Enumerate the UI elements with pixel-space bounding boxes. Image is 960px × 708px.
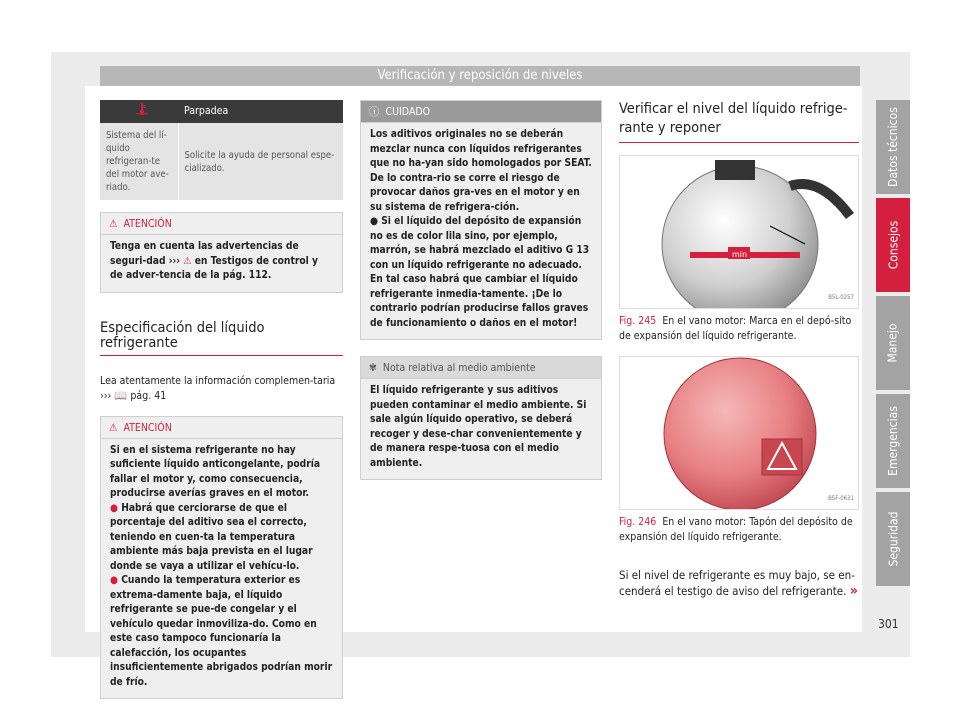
caution-body: Los aditivos originales no se deberán mezclar nunca con líquidos refrigerantes que no ha-yan sido homologados por SEAT. De lo contra-rio se corre el riesgo de provocar daños gra-ves en el motor y en su sistema de refrigera-ción. ● Si el líquido del depósito de expansión no es de color lila sino, por ejemplo, marrón, se habrá mezclado el aditivo G 13 con un líquido refrigerante no adecuado. En tal caso habrá que cambiar el líquido refrigerante inmedia-tamente. ¡De lo contrario podrían producirse fallos graves de funcionamiento o daños en el motor!	[370, 129, 592, 329]
min-label: min	[732, 250, 748, 259]
attention-body: Si en el sistema refrigerante no hay suficiente líquido anticongelante, podría fallar el motor y, como consecuencia, producirse averías graves en el motor. ● Habrá que cerciorarse de que el porcentaje del aditivo sea el correcto, teniendo en cuen-ta la temperatura ambiente más baja prevista en el lugar donde se vaya a utilizar el vehícu-lo. ● Cuando la temperatura exterior es extrema-damente baja, el líquido refrigerante se pue-de congelar y el vehículo quedar inmoviliza-do. Como en este caso tampoco funcionaría la calefacción, los ocupantes insuficientemente abrigados podrían morir de frío.	[110, 444, 333, 688]
column-middle	[360, 100, 602, 480]
coolant-temperature-icon	[136, 103, 148, 115]
table-header-label: Parpadea	[178, 100, 343, 123]
figure-code: B5L-0257	[828, 294, 854, 301]
column-left	[100, 100, 343, 699]
level-text: Si el nivel de refrigerante es muy bajo, se en-cenderá el testigo de aviso del refrigerante. »	[619, 568, 858, 599]
table-cell-cause: Sistema del lí-quido refrigeran-te del motor ave-riado.	[100, 123, 178, 200]
warning-triangle-icon: ⚠	[109, 218, 118, 230]
table-header-icon-cell	[100, 100, 178, 123]
caution-title: ⓘ CUIDADO	[361, 101, 601, 123]
continue-arrow-icon: »	[849, 583, 858, 599]
tab-seguridad[interactable]: Seguridad	[876, 492, 910, 586]
bullet-icon: ●	[110, 502, 118, 514]
table-cell-action: Solicite la ayuda de personal espe-cializado.	[178, 123, 343, 200]
attention-box-1	[100, 212, 343, 293]
warning-triangle-icon: ⚠	[109, 421, 118, 434]
attention-body: Tenga en cuenta las advertencias de seguri-dad ››› ⚠ en Testigos de control y de adver-tencia de la pág. 112.	[110, 241, 318, 281]
environment-note-title: ✾ Nota relativa al medio ambiente	[361, 357, 601, 379]
bullet-icon: ●	[370, 216, 378, 227]
tab-consejos[interactable]: Consejos	[876, 198, 910, 292]
environment-note-box	[360, 356, 602, 480]
figure-code: B5F-0631	[828, 495, 854, 502]
tab-emergencias[interactable]: Emergencias	[876, 394, 910, 488]
figure-246-caption: Fig. 246 En el vano motor: Tapón del depósito de expansión del líquido refrigerante.	[619, 516, 853, 543]
attention-title: ⚠ ATENCIÓN	[101, 417, 342, 439]
bullet-icon: ●	[110, 575, 118, 586]
figure-245-image	[619, 155, 859, 309]
figure-245-caption: Fig. 245 En el vano motor: Marca en el depó-sito de expansión del líquido refrigerante.	[619, 315, 852, 342]
tab-datos-tecnicos[interactable]: Datos técnicos	[876, 100, 910, 194]
caution-box	[360, 100, 602, 340]
intro-paragraph: Lea atentamente la información complemen-taria ››› 📖 pág. 41	[100, 374, 336, 402]
warning-light-table	[100, 100, 343, 200]
attention-title: ⚠ ATENCIÓN	[101, 213, 342, 235]
info-circle-icon: ⓘ	[369, 106, 380, 118]
section-title-spec: Especificación del líquido refrigerante	[100, 321, 343, 356]
section-title-check: Verificar el nivel del líquido refrige-rante y reponer	[619, 100, 859, 143]
column-right	[619, 100, 859, 599]
page-number: 301	[878, 617, 899, 631]
figure-246-image	[619, 356, 859, 510]
chapter-header: Verificación y reposición de niveles	[100, 66, 860, 86]
book-reference-icon: 📖	[114, 389, 128, 402]
tab-manejo[interactable]: Manejo	[876, 296, 910, 390]
environment-icon: ✾	[369, 362, 377, 374]
warning-triangle-icon: ⚠	[183, 255, 192, 267]
attention-box-2	[100, 416, 343, 700]
environment-note-body: El líquido refrigerante y sus aditivos pueden contaminar el medio ambiente. Si sale algún líquido operativo, se deberá recoger y dese-char convenientemente y de manera respe-tuosa con el medio ambiente.	[370, 385, 587, 469]
